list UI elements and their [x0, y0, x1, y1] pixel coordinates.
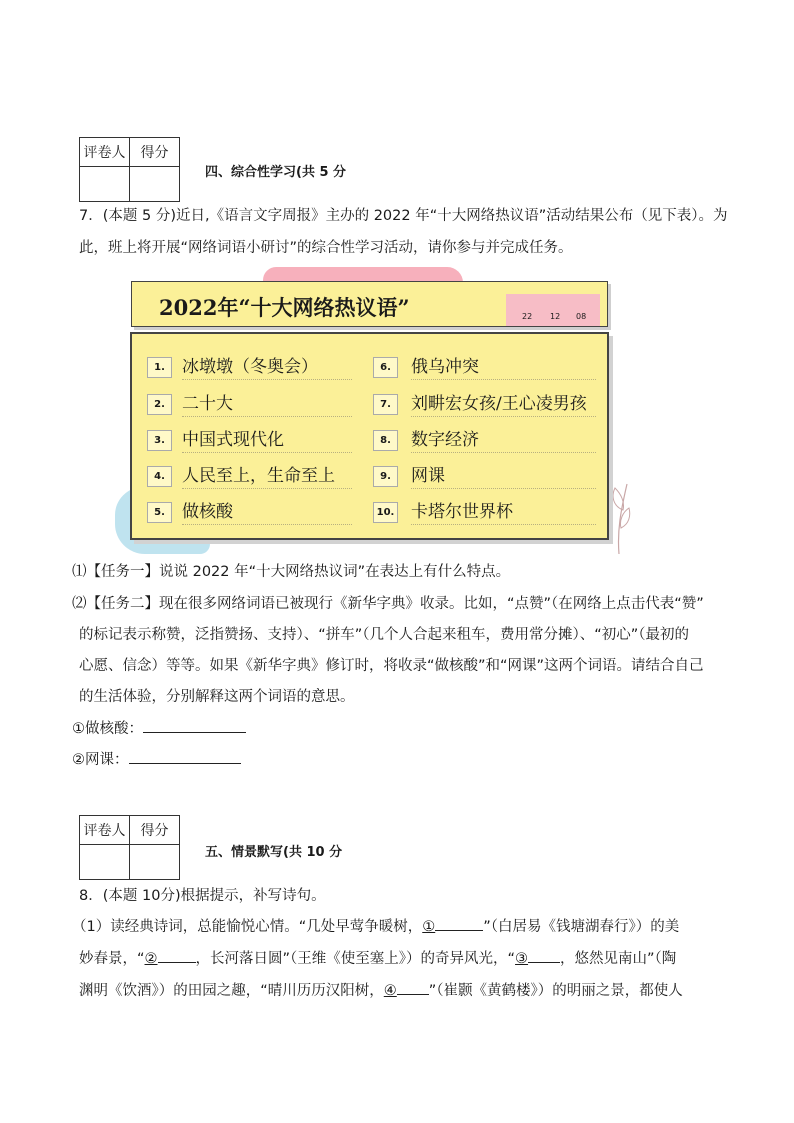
poster-title-bar — [131, 281, 608, 327]
q8-line3-text-a: 渊明《饮酒》）的田园之趣，“晴川历历汉阳树， — [79, 983, 384, 999]
poem-blank-4[interactable] — [397, 980, 429, 995]
answer1-row — [72, 714, 246, 746]
answer1-label: ①做核酸： — [72, 721, 143, 737]
word-number-9: 9. — [373, 466, 398, 487]
q7-line1: 7．(本题 5 分)近日,《语言文字周报》主办的 2022 年“十大网络热议语”活动结果公布（见下表）。为 — [79, 208, 728, 224]
word-number-2: 2. — [147, 394, 172, 415]
hot-word-4: 人民至上，生命至上 — [182, 461, 352, 489]
word-number-8: 8. — [373, 430, 398, 451]
score-table-header-grader: 评卷人 — [80, 816, 130, 845]
word-number-1: 1. — [147, 357, 172, 378]
q8-line2-text-a: 妙春景，“ — [79, 951, 145, 967]
hot-word-9: 网课 — [411, 461, 596, 489]
task2-line3: 心愿、信念）等等。如果《新华字典》修订时，将收录“做核酸”和“网课”这两个词语。请结合自己 — [79, 658, 704, 674]
section4-title: 四、综合性学习(共 5 分 — [205, 165, 347, 180]
blank-marker-2: ② — [144, 951, 158, 967]
task2-line4: 的生活体验，分别解释这两个词语的意思。 — [79, 689, 355, 705]
hot-word-1: 冰墩墩（冬奥会） — [182, 352, 352, 380]
q8-line1 — [72, 912, 679, 944]
word-number-4: 4. — [147, 466, 172, 487]
q8-line2 — [79, 944, 676, 976]
poster-word-list — [130, 332, 609, 540]
poem-blank-1[interactable] — [435, 916, 483, 931]
q8-line2-text-c: ，悠然见南山”（陶 — [560, 951, 677, 967]
task2-line1: ⑵【任务二】现在很多网络词语已被现行《新华字典》收录。比如，“点赞”（在网络上点击代表“赞” — [72, 596, 704, 612]
word-number-5: 5. — [147, 502, 172, 523]
hot-word-3: 中国式现代化 — [182, 425, 352, 453]
hot-word-6: 俄乌冲突 — [411, 352, 596, 380]
q8-line3 — [79, 976, 683, 1008]
hot-word-10: 卡塔尔世界杯 — [411, 497, 596, 525]
q8-intro: 8．(本题 10分)根据提示，补写诗句。 — [79, 888, 326, 904]
word-number-6: 6. — [373, 357, 398, 378]
hot-word-7: 刘畊宏女孩/王心凌男孩 — [411, 389, 596, 417]
answer2-label: ②网课： — [72, 752, 129, 768]
poster-date-month: 12 — [550, 312, 561, 321]
score-table-section4 — [79, 137, 180, 202]
hot-word-8: 数字经济 — [411, 425, 596, 453]
poem-blank-3[interactable] — [528, 948, 560, 963]
task2-line2: 的标记表示称赞，泛指赞扬、支持）、“拼车”（几个人合起来租车，费用常分摊）、“初心”（最初的 — [79, 627, 690, 643]
score-table-header-score: 得分 — [130, 138, 180, 167]
poem-blank-2[interactable] — [158, 948, 196, 963]
word-number-3: 3. — [147, 430, 172, 451]
hot-words-poster — [115, 262, 635, 554]
score-table-header-grader: 评卷人 — [80, 138, 130, 167]
q8-line3-text-b: ”（崔颢《黄鹤楼》）的明丽之景，都使人 — [428, 983, 683, 999]
q8-line1-text-b: ”（白居易《钱塘湖春行》）的美 — [483, 919, 680, 935]
score-table-score-cell[interactable] — [130, 845, 180, 880]
hot-word-2: 二十大 — [182, 389, 352, 417]
blank-marker-3: ③ — [515, 951, 529, 967]
blank-marker-1: ① — [422, 919, 436, 935]
score-table-score-cell[interactable] — [130, 167, 180, 202]
task1-text: ⑴【任务一】说说 2022 年“十大网络热议词”在表达上有什么特点。 — [72, 564, 511, 580]
q8-line1-text-a: （1）读经典诗词，总能愉悦心情。“几处早莺争暖树， — [72, 919, 423, 935]
hot-word-5: 做核酸 — [182, 497, 352, 525]
blank-marker-4: ④ — [383, 983, 397, 999]
score-table-grader-cell[interactable] — [80, 845, 130, 880]
answer2-blank[interactable] — [129, 747, 241, 764]
score-table-header-score: 得分 — [130, 816, 180, 845]
word-number-7: 7. — [373, 394, 398, 415]
word-number-10: 10. — [373, 502, 398, 523]
score-table-grader-cell[interactable] — [80, 167, 130, 202]
poster-date-year: 22 — [522, 312, 533, 321]
score-table-section5 — [79, 815, 180, 880]
poster-title: 2022年“十大网络热议语” — [159, 295, 410, 320]
poster-date-badge — [506, 294, 600, 326]
answer2-row — [72, 745, 241, 777]
q7-line2: 此，班上将开展“网络词语小研讨”的综合性学习活动，请你参与并完成任务。 — [79, 240, 573, 256]
q8-line2-text-b: ，长河落日圆”（王维《使至塞上》）的奇异风光，“ — [195, 951, 516, 967]
answer1-blank[interactable] — [143, 716, 246, 733]
section5-title: 五、情景默写(共 10 分 — [205, 845, 343, 860]
poster-date-day: 08 — [576, 312, 587, 321]
